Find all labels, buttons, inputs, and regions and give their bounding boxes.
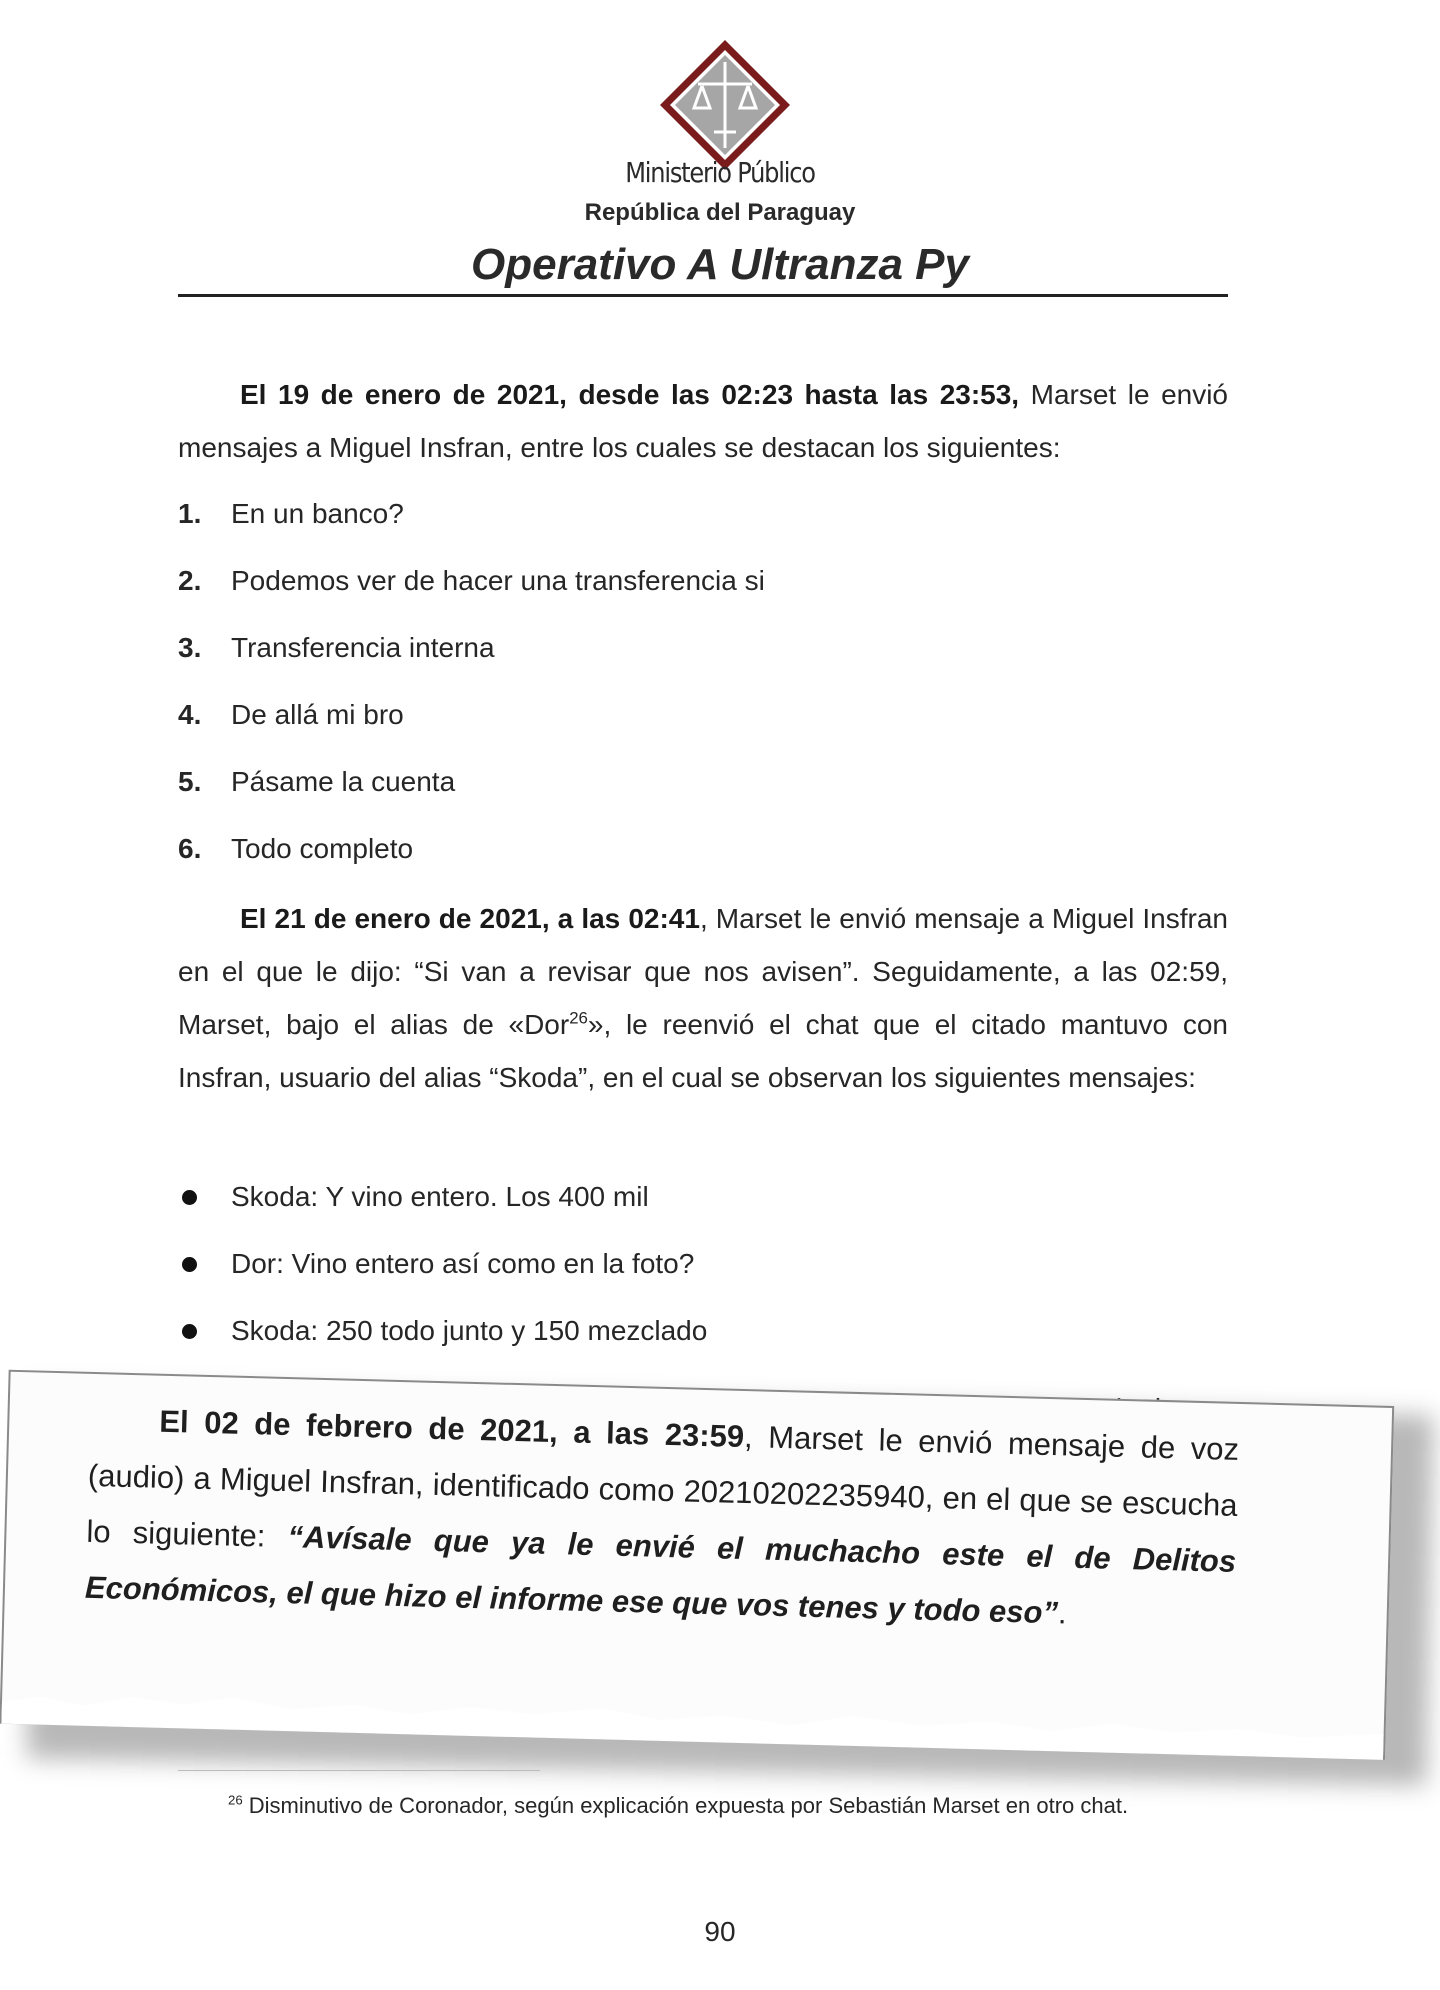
clipping-quote: “Avísale que ya le envié el muchacho este el de Delitos Económicos, el que hizo el informe ese que vos tenes y todo eso” [84, 1519, 1237, 1631]
list-number: 4. [178, 699, 202, 730]
list-text: Podemos ver de hacer una transferencia si [231, 565, 765, 596]
list-text: En un banco? [231, 498, 404, 529]
list-text: Transferencia interna [231, 632, 495, 663]
list-number: 3. [178, 632, 202, 663]
bullet-text: Skoda: 250 todo junto y 150 mezclado [231, 1315, 708, 1346]
clipping-end: . [1057, 1595, 1068, 1631]
organization-name: Ministerio Público [625, 156, 815, 189]
list-number: 6. [178, 833, 202, 864]
bullet-icon [182, 1190, 197, 1205]
footnote-ref: 26 [569, 1008, 588, 1028]
clipping-body: , Marset le envió mensaje de voz (audio) a Miguel Insfran, identificado como 20210202235940, en el que se escucha lo siguiente: [86, 1419, 1240, 1555]
footnote-text: Disminutivo de Coronador, según explicación expuesta por Sebastián Marset en otro chat. [242, 1793, 1129, 1818]
footnote-separator [178, 1770, 540, 1771]
clipping-date-bold: El 02 de febrero de 2021, a las 23:59 [158, 1403, 745, 1455]
scales-of-justice-icon [658, 38, 792, 172]
list-number: 2. [178, 565, 202, 596]
bullet-icon [182, 1324, 197, 1339]
country-name: República del Paraguay [584, 199, 856, 226]
footnote-number: 26 [228, 1792, 243, 1808]
list-text: Todo completo [231, 833, 414, 864]
bullet-text: Dor: Vino entero así como en la foto? [231, 1248, 695, 1279]
clipping-text [84, 1392, 1239, 1646]
bullet-text: Skoda: Y vino entero. Los 400 mil [231, 1181, 649, 1212]
list-number: 1. [178, 498, 202, 529]
paragraph-text: », le reenvió el chat que el citado mantuvo con Insfran, usuario del alias “Skoda”, en el cual se observan los siguientes mensajes: [178, 1009, 1228, 1093]
footnote [178, 1784, 1228, 1828]
paragraph-jan-21 [178, 892, 1228, 1104]
bullet-icon [182, 1257, 197, 1272]
list-text: De allá mi bro [231, 699, 404, 730]
list-number: 5. [178, 766, 202, 797]
title-underline [178, 294, 1228, 297]
torn-paper-clipping [0, 1370, 1394, 1760]
paragraph-text: , Marset le envió mensaje a Miguel Insfran en el que le dijo: “Si van a revisar que nos avisen”. Seguidamente, a las 02:59, Marset, bajo el alias de «Dor [178, 903, 1228, 1040]
paragraph-date-bold: El 21 de enero de 2021, a las 02:41 [240, 903, 700, 934]
document-title: Operativo A Ultranza Py [471, 240, 969, 289]
paragraph-date-bold: El 19 de enero de 2021, desde las 02:23 hasta las 23:53, [240, 379, 1020, 410]
paragraph-text: Marset le envió mensajes a Miguel Insfran, entre los cuales se destacan los siguientes: [178, 379, 1229, 463]
list-text: Pásame la cuenta [231, 766, 456, 797]
paragraph-jan-19 [178, 368, 1228, 474]
page-number: 90 [704, 1916, 736, 1947]
